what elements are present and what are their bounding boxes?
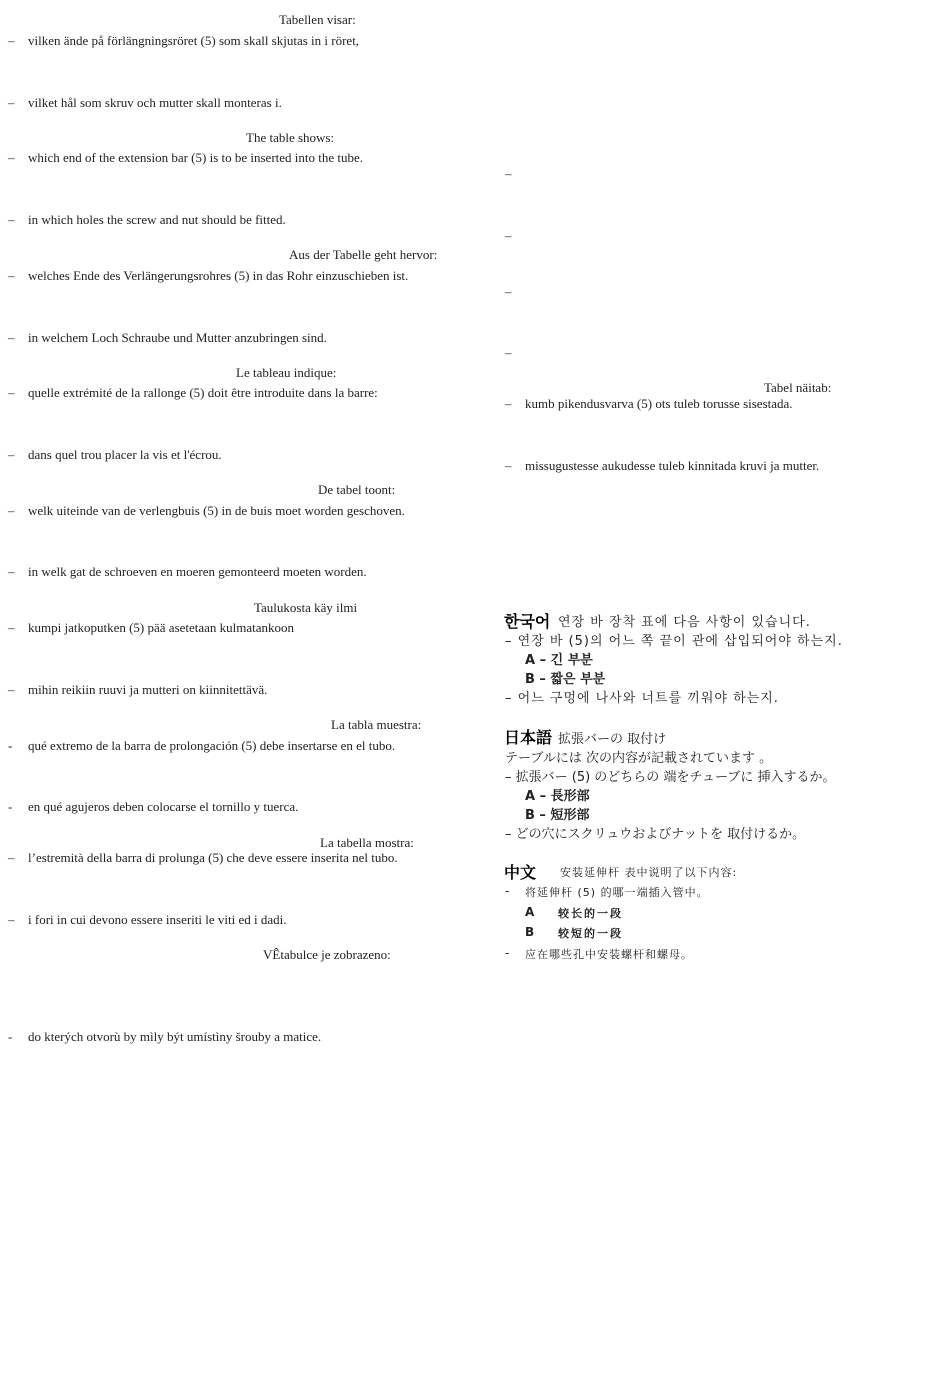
list-item: en qué agujeros deben colocarse el tornillo y tuerca. <box>28 799 299 814</box>
block-heading: Taulukosta käy ilmi <box>254 600 358 615</box>
bullet-dash: – <box>505 284 512 299</box>
option-b: B – 短形部 <box>525 808 590 823</box>
bullet-dash: – <box>505 228 512 243</box>
list-item: qué extremo de la barra de prolongación (5) debe insertarse en el tubo. <box>28 738 396 753</box>
bullet-dash: – <box>505 458 512 473</box>
bullet-dash: - <box>505 946 510 960</box>
japanese-intro: テーブルには 次の内容が記載されています 。 <box>505 751 773 766</box>
bullet-dash: – <box>8 330 15 345</box>
list-item: – 연장 바 (5)의 어느 쪽 끝이 관에 삽입되어야 하는지. <box>505 634 843 649</box>
bullet-dash: – <box>8 212 15 227</box>
list-item: i fori in cui devono essere inseriti le viti ed i dadi. <box>28 912 287 927</box>
bullet-dash: – <box>505 166 512 181</box>
block-heading: The table shows: <box>246 130 335 145</box>
bullet-dash: – <box>8 912 15 927</box>
block-heading: VÊtabulce je zobrazeno: <box>263 947 391 962</box>
option-a: A – 긴 부분 <box>525 653 593 668</box>
option-a-letter: A <box>525 905 535 919</box>
bullet-dash: – <box>8 33 15 48</box>
list-item: in welchem Loch Schraube und Mutter anzubringen sind. <box>28 330 327 345</box>
list-item: in which holes the screw and nut should be fitted. <box>28 212 286 227</box>
bullet-dash: - <box>8 1029 13 1044</box>
japanese-title: 拡張バーの 取付け <box>558 732 667 747</box>
language-label-japanese: 日本語 <box>504 728 553 747</box>
list-item: 应在哪些孔中安装螺杆和螺母。 <box>525 948 693 961</box>
list-item: vilken ände på förlängningsröret (5) som skall skjutas in i röret, <box>28 33 360 48</box>
bullet-dash: – <box>505 396 512 411</box>
bullet-dash: - <box>8 799 13 814</box>
chinese-intro: 安装延伸杆 表中说明了以下内容: <box>560 866 738 879</box>
list-item: – 어느 구멍에 나사와 너트를 끼워야 하는지. <box>505 691 779 706</box>
option-a: 较长的一段 <box>558 907 623 920</box>
block-heading: La tabla muestra: <box>331 717 422 732</box>
bullet-dash: – <box>8 150 15 165</box>
bullet-dash: – <box>8 268 15 283</box>
bullet-dash: - <box>505 884 510 898</box>
block-heading: Tabellen visar: <box>279 12 356 27</box>
list-item: welches Ende des Verlängerungsrohres (5) in das Rohr einzuschieben ist. <box>28 268 409 283</box>
list-item: in welk gat de schroeven en moeren gemonteerd moeten worden. <box>28 564 367 579</box>
block-heading: De tabel toont: <box>318 482 396 497</box>
language-label-chinese: 中文 <box>504 863 537 882</box>
option-b: B – 짧은 부분 <box>525 672 606 687</box>
block-heading: Aus der Tabelle geht hervor: <box>289 247 438 262</box>
block-heading: La tabella mostra: <box>320 835 414 850</box>
list-item: welk uiteinde van de verlengbuis (5) in de buis moet worden geschoven. <box>28 503 405 518</box>
list-item: kumb pikendusvarva (5) ots tuleb torusse sisestada. <box>525 396 793 411</box>
bullet-dash: – <box>8 385 15 400</box>
list-item: vilket hål som skruv och mutter skall monteras i. <box>28 95 282 110</box>
list-item: quelle extrémité de la rallonge (5) doit être introduite dans la barre: <box>28 385 378 400</box>
list-item: dans quel trou placer la vis et l'écrou. <box>28 447 222 462</box>
block-heading: Tabel näitab: <box>764 380 832 395</box>
korean-intro: 연장 바 장착 표에 다음 사항이 있습니다. <box>558 615 811 630</box>
bullet-dash: – <box>8 850 15 865</box>
bullet-dash: - <box>8 738 13 753</box>
bullet-dash: – <box>8 447 15 462</box>
list-item: kumpi jatkoputken (5) pää asetetaan kulmatankoon <box>28 620 295 635</box>
bullet-dash: – <box>8 503 15 518</box>
option-a: A – 長形部 <box>525 789 590 804</box>
list-item: 将延伸杆 (5) 的哪一端插入管中。 <box>525 886 709 899</box>
bullet-dash: – <box>8 564 15 579</box>
bullet-dash: – <box>505 345 512 360</box>
option-b: 较短的一段 <box>558 927 623 940</box>
list-item: – 拡張バー (5) のどちらの 端をチューブに 挿入するか。 <box>505 770 836 785</box>
bullet-dash: – <box>8 682 15 697</box>
list-item: l’estremità della barra di prolunga (5) che deve essere inserita nel tubo. <box>28 850 398 865</box>
list-item: do kterých otvorù by mìly být umístìny šrouby a matice. <box>28 1029 322 1044</box>
list-item: missugustesse aukudesse tuleb kinnitada kruvi ja mutter. <box>525 458 820 473</box>
language-label-korean: 한국어 <box>504 612 551 631</box>
list-item: mihin reikiin ruuvi ja mutteri on kiinnitettävä. <box>28 682 268 697</box>
bullet-dash: – <box>8 620 15 635</box>
block-heading: Le tableau indique: <box>236 365 337 380</box>
bullet-dash: – <box>8 95 15 110</box>
option-b-letter: B <box>525 925 535 939</box>
list-item: – どの穴にスクリュウおよびナットを 取付けるか。 <box>505 827 806 842</box>
list-item: which end of the extension bar (5) is to be inserted into the tube. <box>28 150 364 165</box>
